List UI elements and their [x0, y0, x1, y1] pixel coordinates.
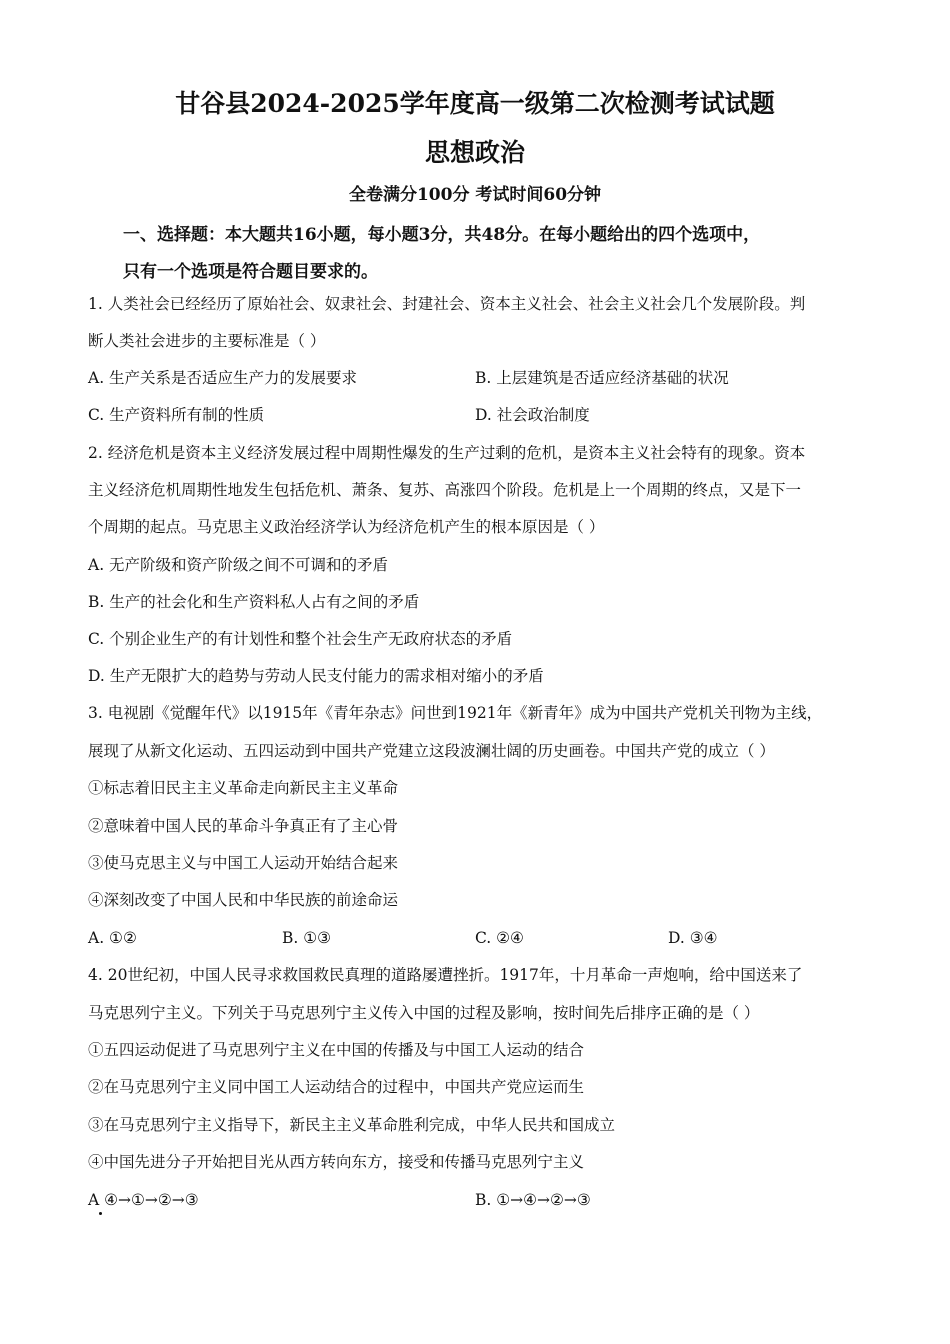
exam-info: 全卷满分100分 考试时间60分钟	[348, 185, 602, 205]
q1-option-b: B. 上层建筑是否适应经济基础的状况	[475, 369, 729, 387]
q4-option-b: B. ①→④→②→③	[475, 1191, 591, 1209]
q1-stem-line1: 1. 人类社会已经经历了原始社会、奴隶社会、封建社会、资本主义社会、社会主义社会几个发展阶段。判	[88, 295, 806, 313]
q2-option-d: D. 生产无限扩大的趋势与劳动人民支付能力的需求相对缩小的矛盾	[88, 667, 544, 685]
section-instruction-line1: 一、选择题：本大题共16小题，每小题3分，共48分。在每小题给出的四个选项中，	[123, 225, 761, 245]
q2-stem-line1: 2. 经济危机是资本主义经济发展过程中周期性爆发的生产过剩的危机，是资本主义社会特有的现象。资本	[88, 444, 806, 462]
q1-option-a: A. 生产关系是否适应生产力的发展要求	[88, 369, 358, 387]
q1-option-c: C. 生产资料所有制的性质	[88, 406, 265, 424]
q2-stem-line2: 主义经济危机周期性地发生包括危机、萧条、复苏、高涨四个阶段。危机是上一个周期的终点，又是下一	[88, 481, 802, 499]
q4-stem-line1: 4. 20世纪初，中国人民寻求救国救民真理的道路屡遭挫折。1917年，十月革命一声炮响，给中国送来了	[88, 966, 803, 984]
q3-option-c: C. ②④	[475, 929, 524, 947]
q3-option-a: A. ①②	[88, 929, 137, 947]
q4-statement-3: ③在马克思列宁主义指导下，新民主主义革命胜利完成，中华人民共和国成立	[88, 1116, 616, 1134]
q4-statement-4: ④中国先进分子开始把目光从西方转向东方，接受和传播马克思列宁主义	[88, 1153, 585, 1171]
q2-option-a: A. 无产阶级和资产阶级之间不可调和的矛盾	[88, 556, 389, 574]
q3-option-b: B. ①③	[282, 929, 332, 947]
section-instruction-line2: 只有一个选项是符合题目要求的。	[123, 262, 378, 282]
stray-dot-mark	[99, 1212, 102, 1215]
q2-option-c: C. 个别企业生产的有计划性和整个社会生产无政府状态的矛盾	[88, 630, 513, 648]
q2-option-b: B. 生产的社会化和生产资料私人占有之间的矛盾	[88, 593, 420, 611]
q1-option-d: D. 社会政治制度	[475, 406, 590, 424]
q4-statement-2: ②在马克思列宁主义同中国工人运动结合的过程中，中国共产党应运而生	[88, 1078, 585, 1096]
exam-title: 甘谷县2024-2025学年度高一级第二次检测考试试题	[175, 89, 775, 118]
q3-statement-3: ③使马克思主义与中国工人运动开始结合起来	[88, 854, 399, 872]
q2-stem-line3: 个周期的起点。马克思主义政治经济学认为经济危机产生的根本原因是（ ）	[88, 518, 605, 536]
q4-stem-line2: 马克思列宁主义。下列关于马克思列宁主义传入中国的过程及影响，按时间先后排序正确的是（ ）	[88, 1004, 760, 1022]
q1-stem-line2: 断人类社会进步的主要标准是（ ）	[88, 332, 326, 350]
q3-statement-1: ①标志着旧民主主义革命走向新民主主义革命	[88, 779, 399, 797]
q3-statement-4: ④深刻改变了中国人民和中华民族的前途命运	[88, 891, 399, 909]
q3-statement-2: ②意味着中国人民的革命斗争真正有了主心骨	[88, 817, 399, 835]
q4-statement-1: ①五四运动促进了马克思列宁主义在中国的传播及与中国工人运动的结合	[88, 1041, 585, 1059]
q3-stem-line2: 展现了从新文化运动、五四运动到中国共产党建立这段波澜壮阔的历史画卷。中国共产党的成立（ ）	[88, 742, 775, 760]
subject-title: 思想政治	[424, 138, 525, 167]
q3-option-d: D. ③④	[668, 929, 718, 947]
q4-option-a: A ④→①→②→③	[88, 1191, 199, 1209]
q3-stem-line1: 3. 电视剧《觉醒年代》以1915年《青年杂志》问世到1921年《新青年》成为中国共产党机关刊物为主线，	[88, 704, 823, 722]
